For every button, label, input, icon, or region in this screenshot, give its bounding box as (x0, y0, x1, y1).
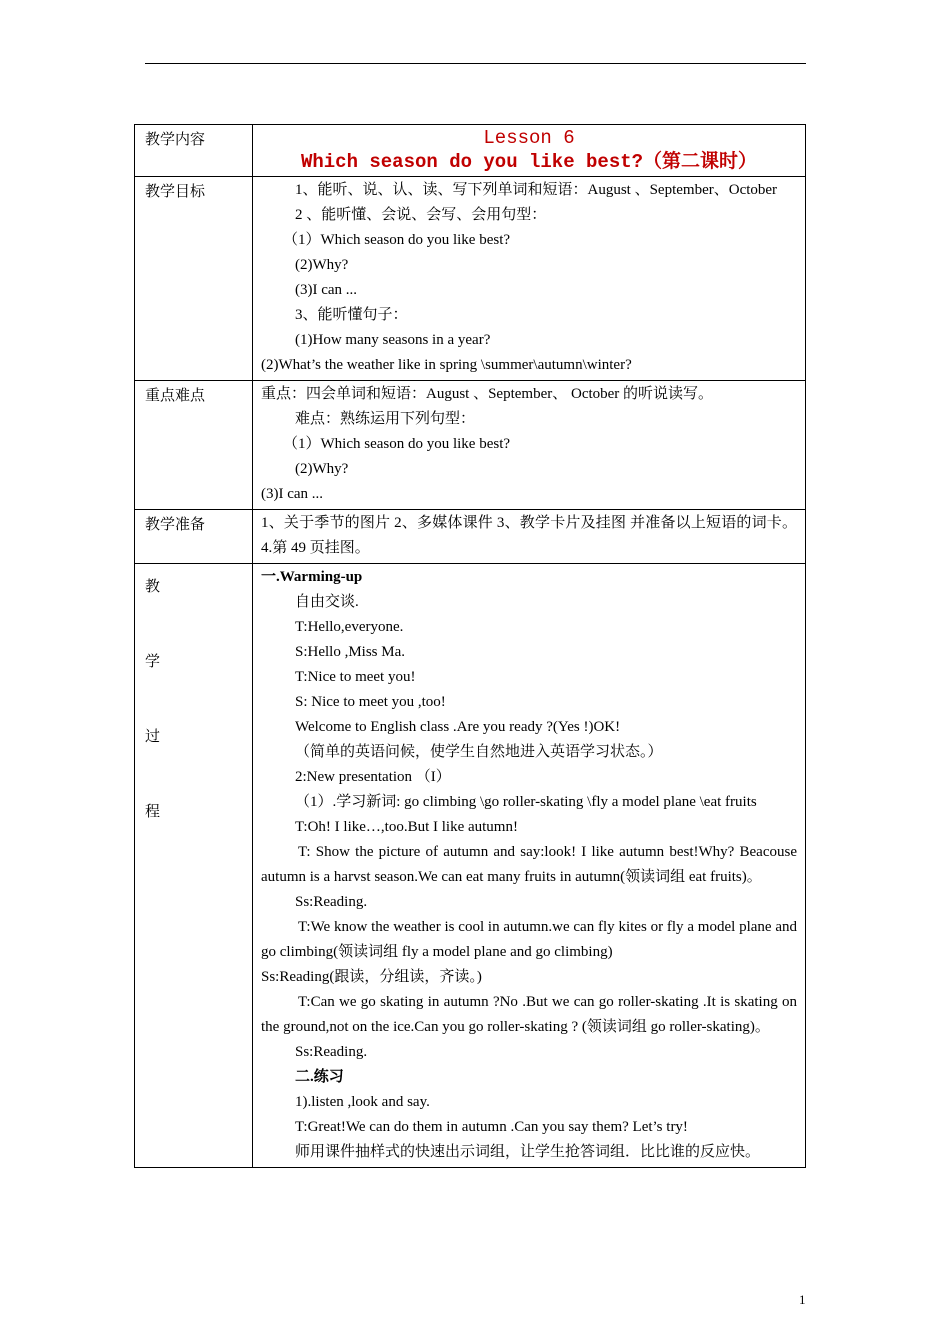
goal-line: （1）Which season do you like best? (283, 232, 511, 248)
keypoint-line: （1）Which season do you like best? (283, 436, 511, 452)
goal-line: 3、能听懂句子： (295, 307, 408, 323)
process-line: S: Nice to meet you ,too! (295, 694, 446, 710)
process-line: T:Great!We can do them in autumn .Can you say them? Let’s try! (295, 1119, 688, 1135)
row-prep (135, 510, 806, 564)
content-label: 教学内容 (135, 125, 253, 177)
process-paragraph: T: Show the picture of autumn and say:look! I like autumn best!Why? Beacouse autumn is a harvst season.We can eat many fruits in autumn(领读词组 eat fruits)。 (261, 844, 797, 885)
process-paragraph: T:Can we go skating in autumn ?No .But we can go roller-skating .It is skating on the ground,not on the ice.Can you go roller-skating ? (领读词组 go roller-skating)。 (261, 994, 797, 1035)
row-goals (135, 177, 806, 381)
prep-cell (253, 510, 806, 564)
prep-label: 教学准备 (135, 510, 253, 564)
process-line: Ss:Reading. (295, 894, 368, 910)
process-label-char: 学 (145, 654, 161, 670)
process-line: 1).listen ,look and say. (295, 1094, 430, 1110)
process-line: 自由交谈. (295, 594, 359, 610)
process-line: 师用课件抽样式的快速出示词组，让学生抢答词组．比比谁的反应快。 (295, 1144, 761, 1160)
keypoint-line: (2)Why? (295, 461, 349, 477)
goal-line: 2 、能听懂、会说、会写、会用句型： (295, 207, 547, 223)
goal-line: (3)I can ... (295, 282, 358, 298)
process-line: S:Hello ,Miss Ma. (295, 644, 406, 660)
keypoint-line: 难点：熟练运用下列句型： (295, 411, 476, 427)
section-heading-warmup: 一.Warming-up (261, 569, 363, 585)
process-label-char: 程 (145, 804, 161, 820)
lesson-title-cell (253, 125, 806, 177)
row-keypoints (135, 381, 806, 510)
goal-line: 1、能听、说、认、读、写下列单词和短语：August 、September、October (295, 182, 778, 198)
section-heading-practice: 二.练习 (295, 1069, 344, 1085)
goal-line: (2)Why? (295, 257, 349, 273)
keypoint-line: (3)I can ... (261, 486, 324, 502)
process-label-char: 教 (145, 579, 161, 595)
lesson-plan-table (134, 124, 806, 1168)
header-rule (145, 63, 806, 64)
lesson-subtitle: Which season do you like best?（第二课时） (300, 151, 758, 173)
keypoints-cell (253, 381, 806, 510)
process-line: T:Hello,everyone. (295, 619, 404, 635)
goals-cell (253, 177, 806, 381)
process-cell (253, 564, 806, 1168)
process-label-char: 过 (145, 729, 161, 745)
process-paragraph: T:We know the weather is cool in autumn.we can fly kites or fly a model plane and go climbing(领读词组 fly a model plane and go climbing) (261, 919, 797, 960)
process-label (135, 564, 253, 1168)
prep-text: 1、关于季节的图片 2、多媒体课件 3、教学卡片及挂图 并准备以上短语的词卡。4.第 49 页挂图。 (261, 515, 797, 556)
keypoint-line: 重点：四会单词和短语：August 、September、 October 的听说读写。 (261, 386, 714, 402)
keypoints-label: 重点难点 (135, 381, 253, 510)
goals-label: 教学目标 (135, 177, 253, 381)
row-process (135, 564, 806, 1168)
process-line: （1）.学习新词: go climbing \go roller-skating \fly a model plane \eat fruits (295, 794, 757, 810)
process-line: （简单的英语问候，使学生自然地进入英语学习状态。） (295, 744, 663, 760)
row-content (135, 125, 806, 177)
process-line: Ss:Reading(跟读，分组读，齐读。) (261, 969, 482, 985)
lesson-title: Lesson 6 (483, 127, 575, 149)
page-number: 1 (799, 1292, 806, 1307)
goal-line: (2)What’s the weather like in spring \summer\autumn\winter? (261, 357, 632, 373)
goal-line: (1)How many seasons in a year? (295, 332, 491, 348)
process-line: 2:New presentation （I） (295, 769, 451, 785)
process-line: T:Nice to meet you! (295, 669, 416, 685)
process-line: T:Oh! I like…,too.But I like autumn! (295, 819, 518, 835)
process-line: Ss:Reading. (295, 1044, 368, 1060)
process-line: Welcome to English class .Are you ready ?(Yes !)OK! (295, 719, 621, 735)
